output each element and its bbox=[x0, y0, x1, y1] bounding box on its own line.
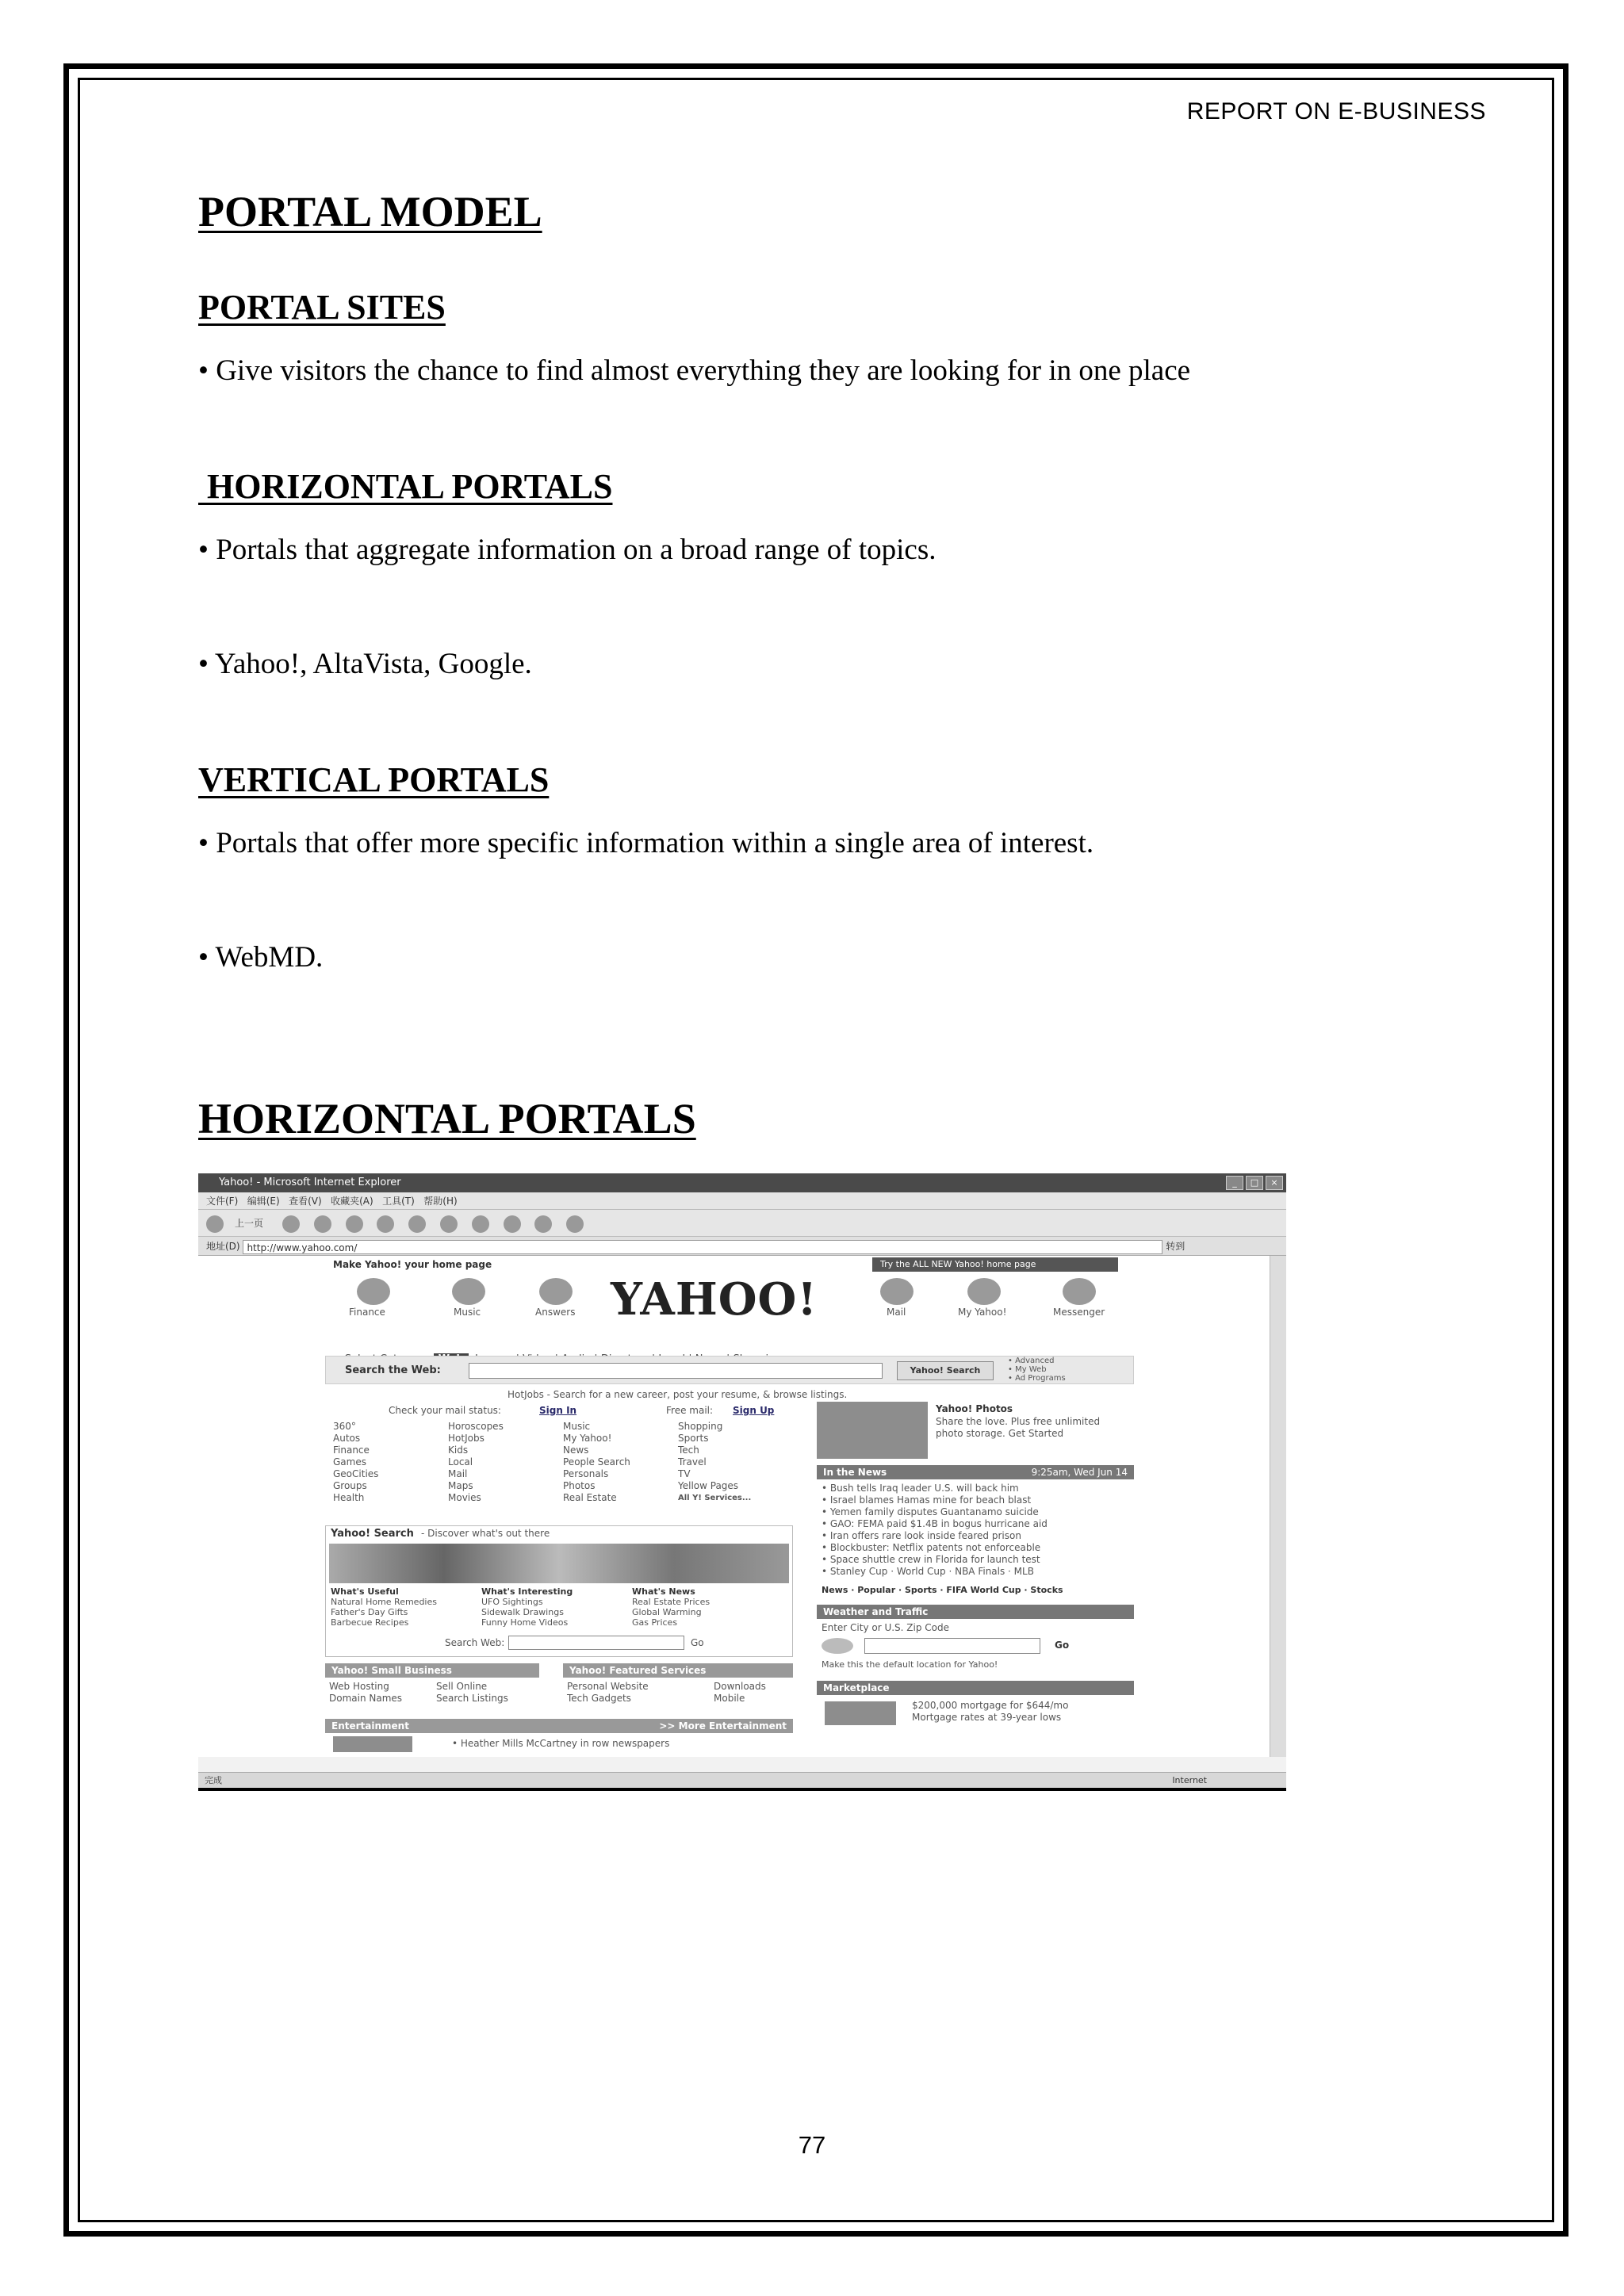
answers-label[interactable]: Answers bbox=[535, 1307, 576, 1318]
music-label[interactable]: Music bbox=[454, 1307, 481, 1318]
go-button[interactable]: 转到 bbox=[1166, 1241, 1185, 1252]
browser-screenshot-figure bbox=[198, 1173, 1286, 1791]
more-entertainment-link[interactable]: >> More Entertainment bbox=[659, 1720, 787, 1732]
directory-link[interactable]: Groups bbox=[333, 1480, 367, 1491]
directory-link[interactable]: Yellow Pages bbox=[678, 1480, 739, 1491]
section-heading-portal-sites: PORTAL SITES bbox=[198, 288, 446, 327]
marketplace-head: Marketplace bbox=[817, 1681, 1134, 1695]
yahoo-search-link[interactable]: Global Warming bbox=[632, 1607, 702, 1617]
section-heading-horizontal-portals: HORIZONTAL PORTALS bbox=[198, 467, 613, 506]
my-yahoo-icon[interactable] bbox=[967, 1278, 1001, 1305]
directory-link[interactable]: Local bbox=[448, 1456, 473, 1468]
minimize-button[interactable]: _ bbox=[1226, 1176, 1243, 1190]
directory-link[interactable]: People Search bbox=[563, 1456, 630, 1468]
yahoo-search-subtitle: - Discover what's out there bbox=[421, 1528, 550, 1539]
try-new-home-link[interactable]: Try the ALL NEW Yahoo! home page bbox=[872, 1257, 1118, 1272]
window-title: Yahoo! - Microsoft Internet Explorer bbox=[219, 1177, 401, 1188]
my-web-link[interactable]: • My Web bbox=[1008, 1365, 1047, 1374]
window-title-bar bbox=[198, 1173, 1286, 1192]
media-icon[interactable] bbox=[472, 1215, 489, 1233]
directory-link[interactable]: HotJobs bbox=[448, 1433, 485, 1444]
weather-input[interactable] bbox=[864, 1638, 1040, 1654]
featured-personal-website[interactable]: Personal Website bbox=[567, 1681, 649, 1692]
market-text-1[interactable]: $200,000 mortgage for $644/mo bbox=[912, 1700, 1069, 1711]
directory-link[interactable]: Photos bbox=[563, 1480, 596, 1491]
yahoo-search-column-head: What's Interesting bbox=[481, 1586, 573, 1597]
small-biz-sell-online[interactable]: Sell Online bbox=[436, 1681, 488, 1692]
close-button[interactable]: × bbox=[1266, 1176, 1283, 1190]
yahoo-search-link[interactable]: Natural Home Remedies bbox=[331, 1597, 437, 1607]
news-item[interactable]: • Stanley Cup · World Cup · NBA Finals · MLB bbox=[822, 1566, 1034, 1577]
print-icon[interactable] bbox=[566, 1215, 584, 1233]
my-yahoo-label[interactable]: My Yahoo! bbox=[958, 1307, 1007, 1318]
address-label: 地址(D) bbox=[206, 1241, 240, 1252]
weather-go-button[interactable]: Go bbox=[1055, 1640, 1070, 1651]
maximize-button[interactable]: □ bbox=[1246, 1176, 1263, 1190]
page-title: PORTAL MODEL bbox=[198, 188, 542, 235]
free-mail-label: Free mail: bbox=[666, 1405, 714, 1416]
small-business-head[interactable]: Yahoo! Small Business bbox=[325, 1663, 539, 1678]
directory-link[interactable]: My Yahoo! bbox=[563, 1433, 612, 1444]
yahoo-logo[interactable]: YAHOO! bbox=[611, 1273, 818, 1326]
page-number: 77 bbox=[798, 2131, 826, 2159]
menu-bar[interactable]: 文件(F) 编辑(E) 查看(V) 收藏夹(A) 工具(T) 帮助(H) bbox=[198, 1192, 1286, 1210]
make-home-link[interactable]: Make Yahoo! your home page bbox=[333, 1259, 492, 1270]
mail-status-label: Check your mail status: bbox=[389, 1405, 501, 1416]
news-item[interactable]: • Yemen family disputes Guantanamo suicide bbox=[822, 1506, 1039, 1517]
finance-icon[interactable] bbox=[357, 1278, 390, 1305]
bullet-horizontal-2: • Yahoo!, AltaVista, Google. bbox=[198, 648, 532, 680]
figure-heading: HORIZONTAL PORTALS bbox=[198, 1095, 696, 1142]
directory-link[interactable]: Kids bbox=[448, 1445, 469, 1456]
search-web-input[interactable] bbox=[508, 1636, 684, 1650]
search-row bbox=[325, 1356, 1134, 1384]
directory-link[interactable]: Real Estate bbox=[563, 1492, 617, 1503]
news-item[interactable]: • Israel blames Hamas mine for beach blast bbox=[822, 1494, 1032, 1506]
answers-icon[interactable] bbox=[539, 1278, 573, 1305]
featured-mobile[interactable]: Mobile bbox=[714, 1693, 745, 1704]
marketplace-image bbox=[825, 1701, 896, 1725]
directory-link[interactable]: Music bbox=[563, 1421, 591, 1432]
search-banner-image bbox=[329, 1544, 789, 1583]
entertainment-item[interactable]: • Heather Mills McCartney in row newspapers bbox=[452, 1738, 670, 1749]
bullet-vertical-1: • Portals that offer more specific information within a single area of interest. bbox=[198, 827, 1094, 859]
small-biz-domain-names[interactable]: Domain Names bbox=[329, 1693, 403, 1704]
yahoo-search-panel bbox=[325, 1525, 793, 1657]
featured-services-head[interactable]: Yahoo! Featured Services bbox=[563, 1663, 793, 1678]
sign-in-link[interactable]: Sign In bbox=[539, 1405, 577, 1416]
bullet-horizontal-1: • Portals that aggregate information on a broad range of topics. bbox=[198, 534, 936, 566]
yahoo-search-button[interactable]: Yahoo! Search bbox=[897, 1361, 994, 1380]
messenger-icon[interactable] bbox=[1063, 1278, 1096, 1305]
mail-icon[interactable] bbox=[534, 1215, 552, 1233]
directory-link[interactable]: Movies bbox=[448, 1492, 481, 1503]
news-item[interactable]: • Space shuttle crew in Florida for launch test bbox=[822, 1554, 1040, 1565]
running-header: REPORT ON E-BUSINESS bbox=[1186, 98, 1486, 124]
sign-up-link[interactable]: Sign Up bbox=[733, 1405, 775, 1416]
directory-link[interactable]: Autos bbox=[333, 1433, 361, 1444]
news-title: In the News bbox=[823, 1467, 887, 1478]
yahoo-page bbox=[198, 1256, 1270, 1757]
favorites-icon[interactable] bbox=[440, 1215, 458, 1233]
yahoo-search-link[interactable]: Funny Home Videos bbox=[481, 1617, 569, 1628]
address-input[interactable]: http://www.yahoo.com/ bbox=[243, 1240, 1162, 1254]
weather-default-checkbox[interactable]: Make this the default location for Yahoo! bbox=[822, 1659, 998, 1670]
photos-text-2[interactable]: photo storage. Get Started bbox=[936, 1428, 1064, 1439]
yahoo-search-link[interactable]: Father's Day Gifts bbox=[331, 1607, 408, 1617]
mail-label[interactable]: Mail bbox=[887, 1307, 906, 1318]
web-search-input[interactable] bbox=[469, 1363, 883, 1379]
section-heading-vertical-portals: VERTICAL PORTALS bbox=[198, 760, 550, 799]
directory-link[interactable]: Tech bbox=[678, 1445, 699, 1456]
cloud-icon bbox=[822, 1638, 853, 1654]
weather-label: Enter City or U.S. Zip Code bbox=[822, 1622, 949, 1633]
mail-icon-yahoo[interactable] bbox=[880, 1278, 914, 1305]
yahoo-search-title: Yahoo! Search bbox=[331, 1528, 414, 1540]
entertainment-head bbox=[325, 1719, 793, 1733]
photos-image bbox=[817, 1402, 928, 1459]
yahoo-search-column-head: What's Useful bbox=[331, 1586, 399, 1597]
directory-link[interactable]: Maps bbox=[448, 1480, 473, 1491]
page-border-inner bbox=[78, 78, 1554, 2222]
search-web-label: Search Web: bbox=[445, 1637, 505, 1648]
advanced-link[interactable]: • Advanced bbox=[1008, 1357, 1055, 1365]
browser-toolbar bbox=[198, 1210, 1286, 1237]
directory-link[interactable]: Travel bbox=[678, 1456, 707, 1468]
history-icon[interactable] bbox=[504, 1215, 521, 1233]
entertainment-title[interactable]: Entertainment bbox=[331, 1720, 409, 1732]
status-bar bbox=[198, 1772, 1286, 1788]
search-icon[interactable] bbox=[408, 1215, 426, 1233]
yahoo-search-link[interactable]: Real Estate Prices bbox=[632, 1597, 710, 1607]
home-icon[interactable] bbox=[377, 1215, 394, 1233]
yahoo-search-link[interactable]: UFO Sightings bbox=[481, 1597, 543, 1607]
yahoo-search-link[interactable]: Sidewalk Drawings bbox=[481, 1607, 564, 1617]
directory-link[interactable]: Mail bbox=[448, 1468, 468, 1479]
bullet-vertical-2: • WebMD. bbox=[198, 941, 324, 974]
music-icon[interactable] bbox=[452, 1278, 485, 1305]
featured-downloads[interactable]: Downloads bbox=[714, 1681, 766, 1692]
back-label[interactable]: 上一页 bbox=[235, 1218, 264, 1229]
directory-link[interactable]: Personals bbox=[563, 1468, 609, 1479]
small-biz-search-listings[interactable]: Search Listings bbox=[436, 1693, 508, 1704]
photos-title[interactable]: Yahoo! Photos bbox=[936, 1403, 1013, 1414]
directory-link[interactable]: News bbox=[563, 1445, 589, 1456]
photos-text-1: Share the love. Plus free unlimited bbox=[936, 1416, 1101, 1427]
directory-link[interactable]: 360° bbox=[333, 1421, 356, 1432]
bullet-portal-sites-1: • Give visitors the chance to find almost everything they are looking for in one place bbox=[198, 354, 1191, 387]
messenger-label[interactable]: Messenger bbox=[1053, 1307, 1105, 1318]
hotjobs-line[interactable]: HotJobs - Search for a new career, post your resume, & browse listings. bbox=[508, 1389, 848, 1400]
back-icon[interactable] bbox=[206, 1215, 224, 1233]
directory-link[interactable]: TV bbox=[678, 1468, 691, 1479]
page-scrollbar[interactable] bbox=[1270, 1256, 1286, 1757]
finance-label[interactable]: Finance bbox=[349, 1307, 385, 1318]
yahoo-search-link[interactable]: Barbecue Recipes bbox=[331, 1617, 409, 1628]
directory-link[interactable]: Health bbox=[333, 1492, 365, 1503]
news-item[interactable]: • Iran offers rare look inside feared prison bbox=[822, 1530, 1021, 1541]
address-bar bbox=[198, 1237, 1286, 1256]
directory-link[interactable]: All Y! Services... bbox=[678, 1494, 752, 1502]
news-item[interactable]: • Bush tells Iraq leader U.S. will back him bbox=[822, 1483, 1019, 1494]
news-links[interactable]: News · Popular · Sports · FIFA World Cup · Stocks bbox=[822, 1585, 1063, 1595]
news-time: 9:25am, Wed Jun 14 bbox=[1031, 1467, 1128, 1478]
weather-head: Weather and Traffic bbox=[817, 1605, 1134, 1619]
status-text: 完成 bbox=[205, 1775, 222, 1785]
search-label: Search the Web: bbox=[345, 1364, 441, 1376]
directory-link[interactable]: Sports bbox=[678, 1433, 709, 1444]
featured-tech-gadgets[interactable]: Tech Gadgets bbox=[567, 1693, 631, 1704]
news-item[interactable]: • Blockbuster: Netflix patents not enforceable bbox=[822, 1542, 1041, 1553]
news-head bbox=[817, 1465, 1134, 1479]
directory-link[interactable]: Games bbox=[333, 1456, 366, 1468]
directory-link[interactable]: Finance bbox=[333, 1445, 370, 1456]
market-text-2[interactable]: Mortgage rates at 39-year lows bbox=[912, 1712, 1062, 1723]
entertainment-thumbnail bbox=[333, 1736, 412, 1752]
forward-icon[interactable] bbox=[282, 1215, 300, 1233]
status-zone: Internet bbox=[1172, 1775, 1207, 1785]
yahoo-search-link[interactable]: Gas Prices bbox=[632, 1617, 678, 1628]
directory-link[interactable]: GeoCities bbox=[333, 1468, 379, 1479]
yahoo-search-column-head: What's News bbox=[632, 1586, 695, 1597]
news-item[interactable]: • GAO: FEMA paid $1.4B in bogus hurricane aid bbox=[822, 1518, 1048, 1529]
directory-link[interactable]: Horoscopes bbox=[448, 1421, 504, 1432]
small-biz-web-hosting[interactable]: Web Hosting bbox=[329, 1681, 389, 1692]
stop-icon[interactable] bbox=[314, 1215, 331, 1233]
ad-programs-link[interactable]: • Ad Programs bbox=[1008, 1374, 1066, 1383]
directory-link[interactable]: Shopping bbox=[678, 1421, 723, 1432]
search-web-go-button[interactable]: Go bbox=[691, 1637, 704, 1648]
refresh-icon[interactable] bbox=[346, 1215, 363, 1233]
